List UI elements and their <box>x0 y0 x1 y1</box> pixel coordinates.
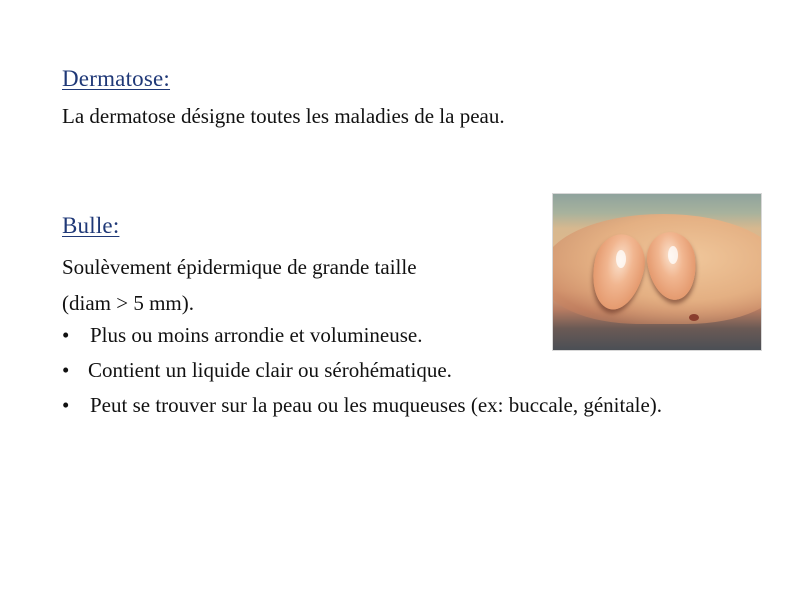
photo-spot <box>689 314 699 321</box>
photo-highlight <box>668 246 678 264</box>
bulle-intro-line-2: (diam > 5 mm). <box>62 291 194 315</box>
bullet-text: Peut se trouver sur la peau ou les muqueuses (ex: buccale, génitale). <box>90 393 663 417</box>
bullet-icon: • <box>62 393 70 417</box>
bullet-icon: • <box>62 358 70 382</box>
blister-photo <box>552 193 762 351</box>
dermatose-definition: La dermatose désigne toutes les maladies de la peau. <box>62 104 505 128</box>
bullet-text: Contient un liquide clair ou sérohématique. <box>88 358 452 382</box>
bullet-text: Plus ou moins arrondie et volumineuse. <box>90 323 423 347</box>
photo-highlight <box>616 250 626 268</box>
heading-bulle: Bulle: <box>62 213 120 238</box>
bulle-intro-line-1: Soulèvement épidermique de grande taille <box>62 255 417 279</box>
heading-dermatose: Dermatose: <box>62 66 171 91</box>
bullet-icon: • <box>62 323 70 347</box>
